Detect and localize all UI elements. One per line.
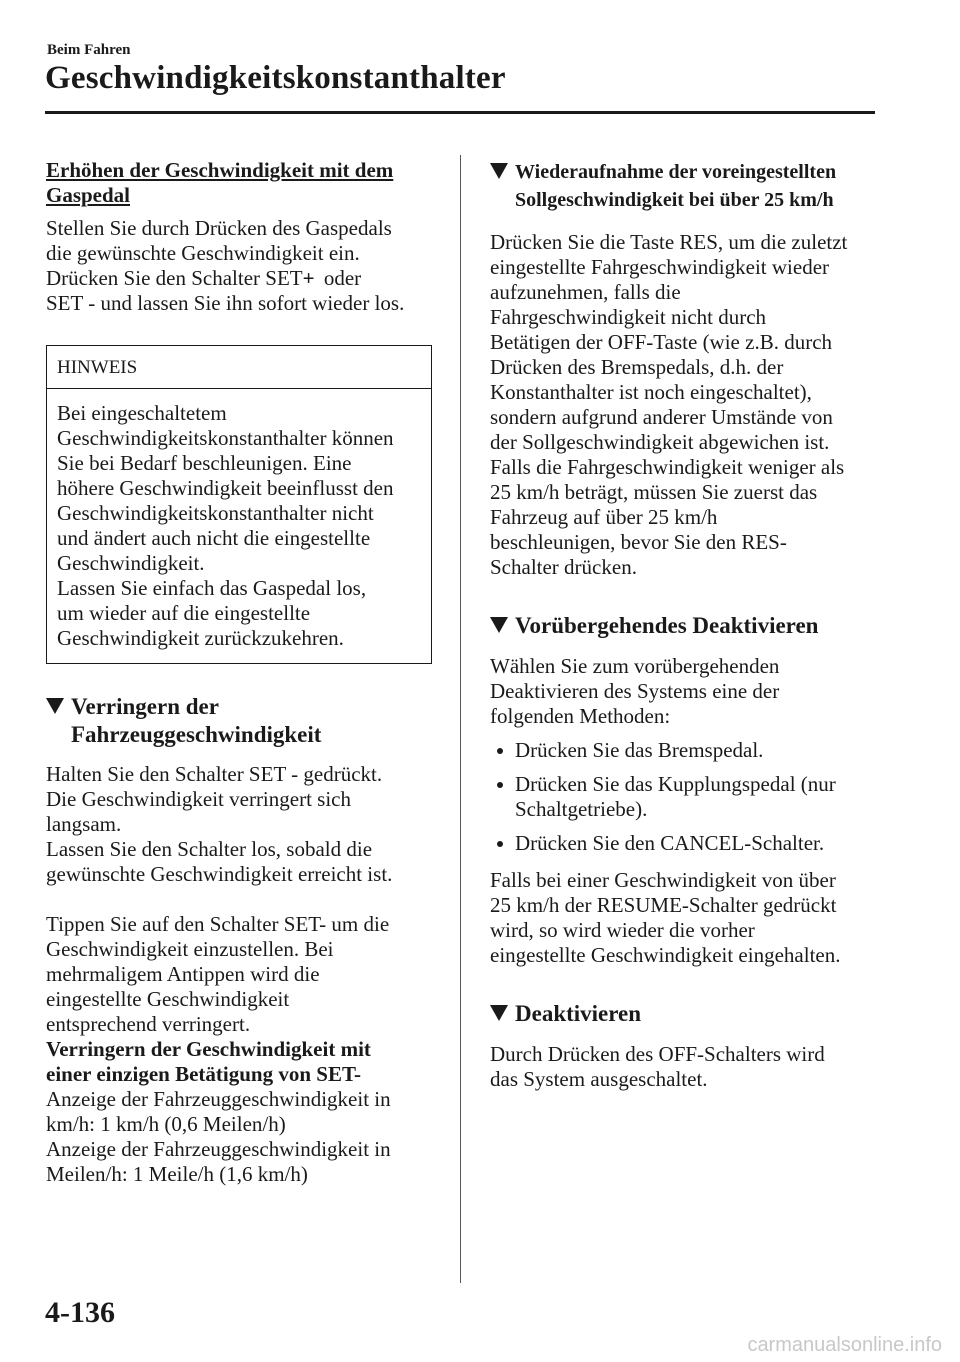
page-title: Geschwindigkeitskonstanthalter <box>45 60 506 96</box>
page-number: 4-136 <box>45 1296 115 1329</box>
resume-heading: Wiederaufnahme der voreingestellten Sollgeschwindigkeit bei über 25 km/h <box>490 158 890 214</box>
left-column <box>46 158 436 1187</box>
list-item: Drücken Sie das Bremspedal. <box>490 738 890 763</box>
watermark: carmanualsonline.info <box>747 1334 942 1356</box>
plus-icon: + <box>302 266 315 290</box>
triangle-down-icon <box>490 1005 508 1021</box>
list-item: Drücken Sie den CANCEL-Schalter. <box>490 831 890 856</box>
note-title: HINWEIS <box>47 346 431 389</box>
title-rule <box>45 111 875 114</box>
note-box <box>46 345 432 664</box>
single-step-heading: Verringern der Geschwindigkeit mit einer einzigen Betätigung von SET- <box>46 1037 371 1086</box>
tap-paragraph: Tippen Sie auf den Schalter SET- um die Geschwindigkeit einzustellen. Bei mehrmaligem Antippen wird die eingestellte Geschwindigkeit entsprechend verringert. <box>46 912 390 1036</box>
temp-after: Falls bei einer Geschwindigkeit von über 25 km/h der RESUME-Schalter gedrückt wird, so wird wieder die vorher eingestellte Geschwindigkeit eingehalten. <box>490 868 841 967</box>
deactivate-heading: Deaktivieren <box>490 1000 890 1028</box>
increase-heading: Erhöhen der Geschwindigkeit mit dem Gaspedal <box>46 158 394 207</box>
resume-paragraph: Drücken Sie die Taste RES, um die zuletzt eingestellte Fahrgeschwindigkeit wieder aufzunehmen, falls die Fahrgeschwindigkeit nicht durch Betätigen der OFF-Taste (wie z.B. durch Drücken des Bremspedals, d.h. der Konstanthalter ist noch eingeschaltet), sondern aufgrund anderer Umstände von der Sollgeschwindigkeit abgewichen ist. Falls die Fahrgeschwindigkeit weniger als 25 km/h beträgt, müssen Sie zuerst das Fahrzeug auf über 25 km/h beschleunigen, bevor Sie den RES- Schalter drücken. <box>490 230 848 579</box>
list-item: Drücken Sie das Kupplungspedal (nur Schaltgetriebe). <box>490 772 890 822</box>
single-step-values: Anzeige der Fahrzeuggeschwindigkeit in km/h: 1 km/h (0,6 Meilen/h) Anzeige der Fahrzeuggeschwindigkeit in Meilen/h: 1 Meile/h (1,6 km/h) <box>46 1087 391 1186</box>
decrease-heading: Verringern der Fahrzeuggeschwindigkeit <box>46 693 436 749</box>
section-label: Beim Fahren <box>47 42 131 58</box>
temp-deactivate-heading: Vorübergehendes Deaktivieren <box>490 612 890 640</box>
bullet-icon <box>497 841 503 847</box>
triangle-down-icon <box>490 163 508 179</box>
triangle-down-icon <box>490 617 508 633</box>
increase-paragraph: Stellen Sie durch Drücken des Gaspedals die gewünschte Geschwindigkeit ein. Drücken Sie den Schalter SET+ oder SET - und lassen Sie ihn sofort wieder los. <box>46 216 405 315</box>
decrease-paragraph: Halten Sie den Schalter SET - gedrückt. Die Geschwindigkeit verringert sich langsam. Lassen Sie den Schalter los, sobald die gewünschte Geschwindigkeit erreicht ist. <box>46 762 393 886</box>
triangle-down-icon <box>46 698 64 714</box>
column-divider <box>460 155 461 1283</box>
temp-intro: Wählen Sie zum vorübergehenden Deaktivieren des Systems eine der folgenden Methoden: <box>490 654 780 728</box>
right-column <box>490 158 890 1092</box>
note-body: Bei eingeschaltetem Geschwindigkeitskonstanthalter können Sie bei Bedarf beschleunigen. Eine höhere Geschwindigkeit beeinflusst den Geschwindigkeitskonstanthalter nicht und ändert auch nicht die eingestellte Geschwindigkeit. Lassen Sie einfach das Gaspedal los, um wieder auf die eingestellte Geschwindigkeit zurückzukehren. <box>57 401 394 650</box>
bullet-icon <box>497 748 503 754</box>
bullet-icon <box>497 782 503 788</box>
deactivate-paragraph: Durch Drücken des OFF-Schalters wird das System ausgeschaltet. <box>490 1042 825 1091</box>
